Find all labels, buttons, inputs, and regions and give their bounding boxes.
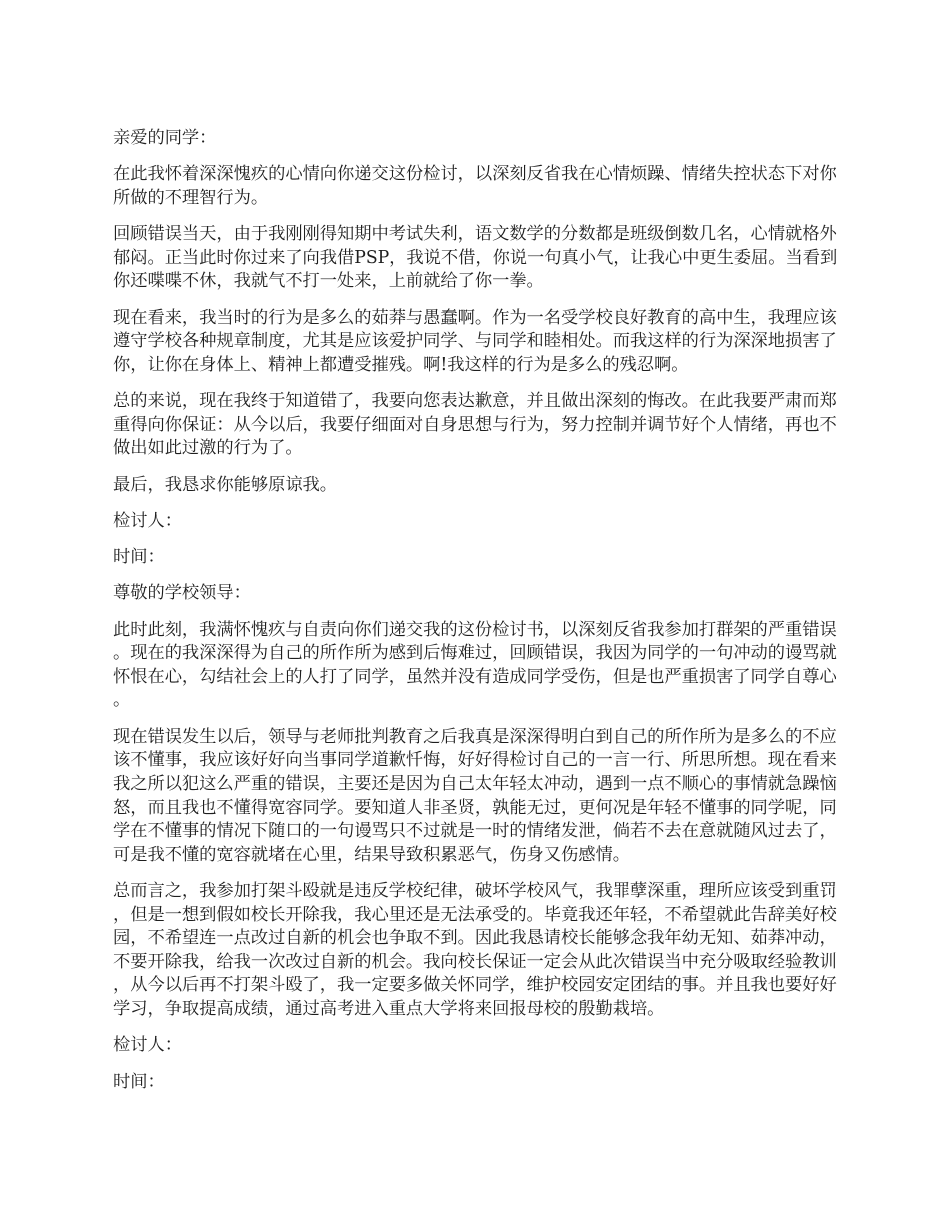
paragraph-intro: 在此我怀着深深愧疚的心情向你递交这份检讨，以深刻反省我在心情烦躁、情绪失控状态下对你所做的不理智行为。 bbox=[113, 164, 837, 208]
salutation-classmate: 亲爱的同学： bbox=[113, 128, 217, 148]
salutation-leaders: 尊敬的学校领导： bbox=[113, 583, 251, 604]
signature-label: 检讨人： bbox=[113, 1035, 182, 1056]
paragraph-confession: 此时此刻，我满怀愧疚与自责向你们递交我的这份检讨书，以深刻反省我参加打群架的严重错误。现在的我深深得为自己的所作所为感到后悔难过，回顾错误，我因为同学的一句冲动的谩骂就怀恨在心，勾结社会上的人打了同学，虽然并没有造成同学受伤，但是也严重损害了同学自尊心。 bbox=[113, 619, 837, 711]
paragraph-closing: 最后，我恳求你能够原谅我。 bbox=[113, 474, 338, 495]
date-label: 时间： bbox=[113, 547, 165, 568]
signature-label: 检讨人： bbox=[113, 510, 182, 531]
paragraph-review: 回顾错误当天，由于我刚刚得知期中考试失利，语文数学的分数都是班级倒数几名，心情就格外郁闷。正当此时你过来了向我借PSP，我说不借，你说一句真小气，让我心中更生委屈。当看到你还喋喋不休，我就气不打一处来，上前就给了你一拳。 bbox=[113, 224, 838, 292]
paragraph-plea: 总而言之，我参加打架斗殴就是违反学校纪律，破坏学校风气，我罪孽深重，理所应该受到重罚，但是一想到假如校长开除我，我心里还是无法承受的。毕竟我还年轻，不希望就此告辞美好校园，不希望连一点改过自新的机会也争取不到。因此我恳请校长能够念我年幼无知、茹莽冲动，不要开除我，给我一次改过自新的机会。我向校长保证一定会从此次错误当中充分吸取经验教训，从今以后再不打架斗殴了，我一定要多做关怀同学，维护校园安定团结的事。并且我也要好好学习，争取提高成绩，通过高考进入重点大学将来回报母校的殷勤栽培。 bbox=[113, 881, 837, 1019]
paragraph-conclusion: 总的来说，现在我终于知道错了，我要向您表达歉意，并且做出深刻的悔改。在此我要严肃而郑重得向你保证：从今以后，我要仔细面对自身思想与行为，努力控制并调节好个人情绪，再也不做出如此过激的行为了。 bbox=[113, 391, 837, 459]
paragraph-analysis: 现在错误发生以后，领导与老师批判教育之后我真是深深得明白到自己的所作所为是多么的不应该不懂事，我应该好好向当事同学道歉忏悔，好好得检讨自己的一言一行、所思所想。现在看来我之所以犯这么严重的错误，主要还是因为自己太年轻太冲动，遇到一点不顺心的事情就急躁恼怒，而且我也不懂得宽容同学。要知道人非圣贤，孰能无过，更何况是年轻不懂事的同学呢，同学在不懂事的情况下随口的一句谩骂只不过就是一时的情绪发泄，倘若不去在意就随风过去了，可是我不懂的宽容就堵在心里，结果导致积累恶气，伤身又伤感情。 bbox=[113, 726, 837, 865]
date-label: 时间： bbox=[113, 1071, 165, 1092]
document-body bbox=[113, 127, 841, 1107]
paragraph-reflection: 现在看来，我当时的行为是多么的茹莽与愚蠢啊。作为一名受学校良好教育的高中生，我理应该遵守学校各种规章制度，尤其是应该爱护同学、与同学和睦相处。而我这样的行为深深地损害了你，让你在身体上、精神上都遭受摧残。啊!我这样的行为是多么的残忍啊。 bbox=[113, 307, 837, 375]
